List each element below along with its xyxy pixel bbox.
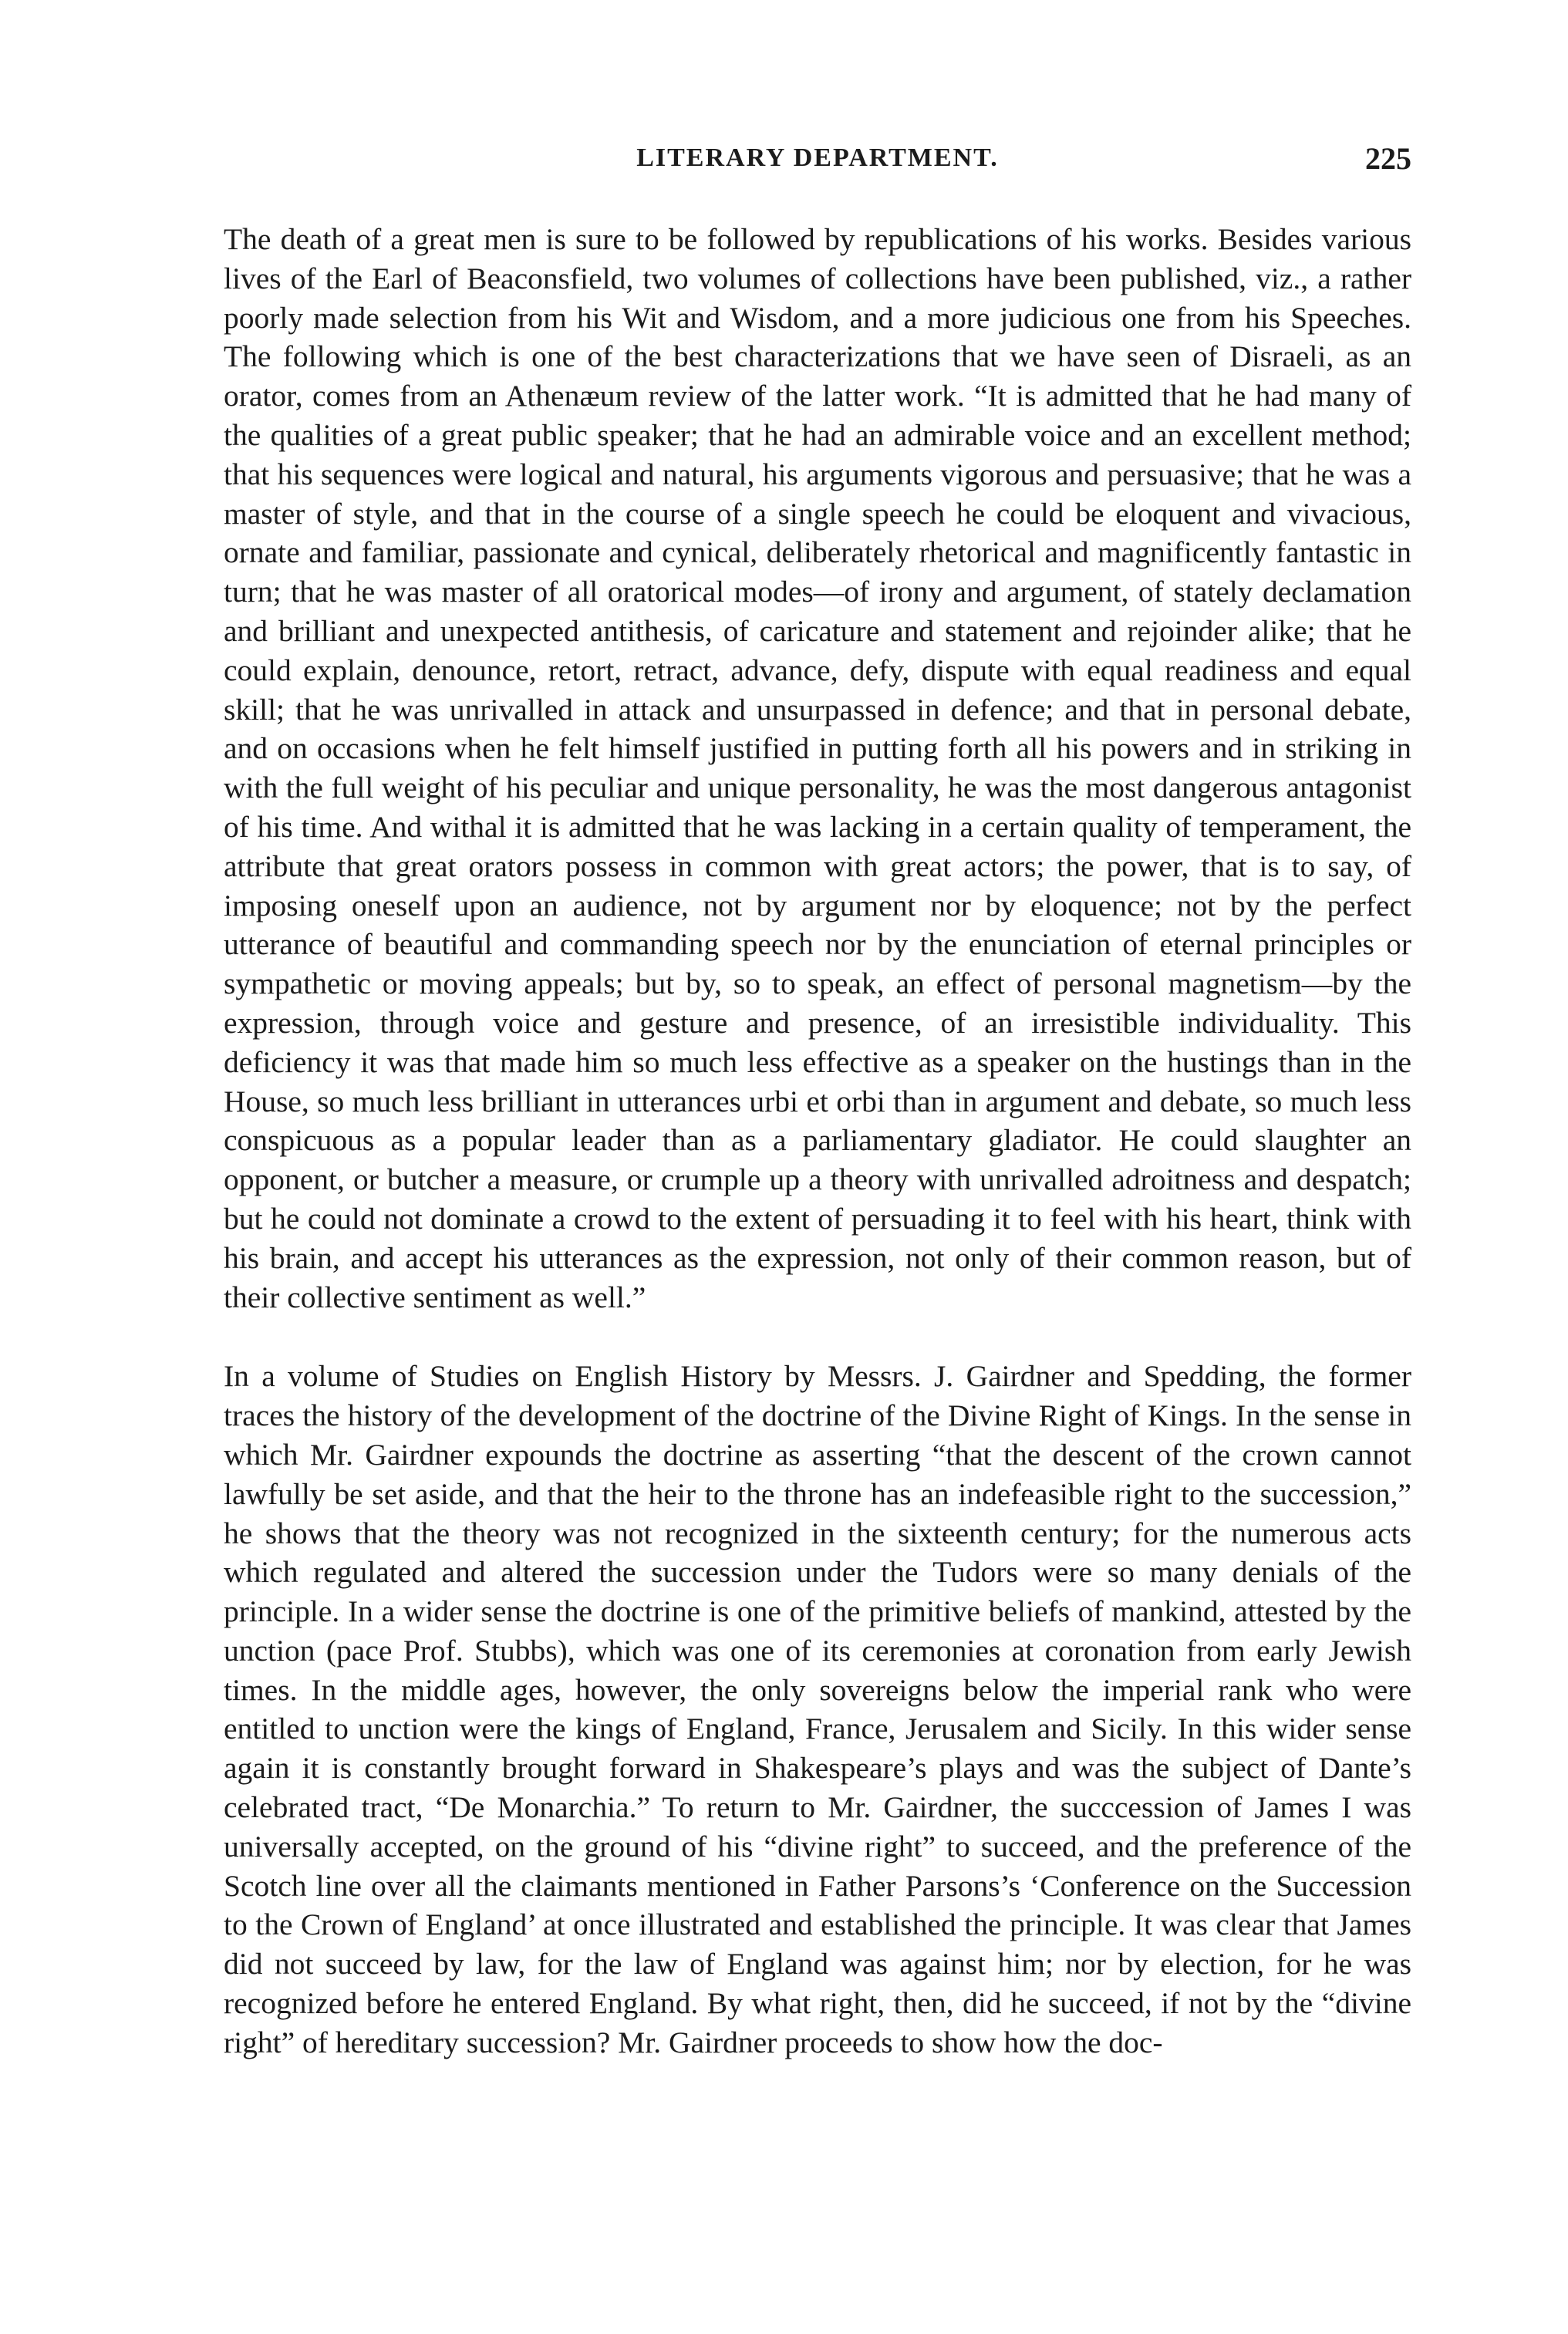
running-head: LITERARY DEPARTMENT. xyxy=(636,143,999,172)
paragraph-disraeli-speeches: The death of a great men is sure to be followed by republications of his works. Besides various lives of the Earl of Beaconsfield, two volumes of collections have been published, viz., a rather poorly made selection from his Wit and Wisdom, and a more judicious one from his Speeches. The following which is one of the best characterizations that we have seen of Disraeli, as an orator, comes from an Athenæum review of the latter work. “It is admitted that he had many of the qualities of a great public speaker; that he had an admirable voice and an excellent method; that his sequences were logical and natural, his arguments vigorous and persuasive; that he was a master of style, and that in the course of a single speech he could be eloquent and vivacious, ornate and familiar, passionate and cynical, deliberately rhetorical and magnificently fantastic in turn; that he was master of all oratorical modes—of irony and argument, of stately declamation and brilliant and unexpected antithesis, of caricature and statement and rejoinder alike; that he could explain, denounce, retort, retract, advance, defy, dispute with equal readiness and equal skill; that he was unrivalled in attack and unsurpassed in defence; and that in personal debate, and on occasions when he felt himself justified in putting forth all his powers and in striking in with the full weight of his peculiar and unique personality, he was the most dangerous antagonist of his time. And withal it is admitted that he was lacking in a certain quality of temperament, the attribute that great orators possess in common with great actors; the power, that is to say, of imposing oneself upon an audience, not by argument nor by eloquence; not by the perfect utterance of beautiful and commanding speech nor by the enunciation of eternal principles or sympathetic or moving appeals; but by, so to speak, an effect of personal magnetism—by the expression, through voice and gesture and presence, of an irresistible individuality. This deficiency it was that made him so much less effective as a speaker on the hustings than in the House, so much less brilliant in utterances urbi et orbi than in argument and debate, so much less conspicuous as a popular leader than as a parliamentary gladiator. He could slaughter an opponent, or butcher a measure, or crumple up a theory with unrivalled adroitness and despatch; but he could not dominate a crowd to the extent of persuading it to feel with his heart, think with his brain, and accept his utterances as the expression, not only of their common reason, but of their collective sentiment as well.” xyxy=(224,222,1411,1314)
page-header xyxy=(224,143,1411,190)
paragraph-divine-right: In a volume of Studies on English History by Messrs. J. Gairdner and Spedding, the former traces the history of the development of the doctrine of the Divine Right of Kings. In the sense in which Mr. Gairdner expounds the doctrine as asserting “that the descent of the crown cannot lawfully be set aside, and that the heir to the throne has an indefeasible right to the succession,” he shows that the theory was not recognized in the sixteenth century; for the numerous acts which regulated and altered the succession under the Tudors were so many denials of the principle. In a wider sense the doctrine is one of the primitive beliefs of mankind, attested by the unction (pace Prof. Stubbs), which was one of its ceremonies at coronation from early Jewish times. In the middle ages, however, the only sovereigns below the imperial rank who were entitled to unction were the kings of England, France, Jerusalem and Sicily. In this wider sense again it is constantly brought forward in Shakespeare’s plays and was the subject of Dante’s celebrated tract, “De Monarchia.” To return to Mr. Gairdner, the succcession of James I was universally accepted, on the ground of his “divine right” to succeed, and the preference of the Scotch line over all the claimants mentioned in Father Parsons’s ‘Conference on the Succession to the Crown of England’ at once illustrated and established the principle. It was clear that James did not succeed by law, for the law of England was against him; nor by election, for he was recognized before he entered England. By what right, then, did he succeed, if not by the “divine right” of hereditary succession? Mr. Gairdner proceeds to show how the doc- xyxy=(224,1359,1411,2059)
page-number: 225 xyxy=(1365,141,1411,176)
body-text xyxy=(224,220,1411,2062)
paragraph-gap xyxy=(224,1317,1411,1357)
